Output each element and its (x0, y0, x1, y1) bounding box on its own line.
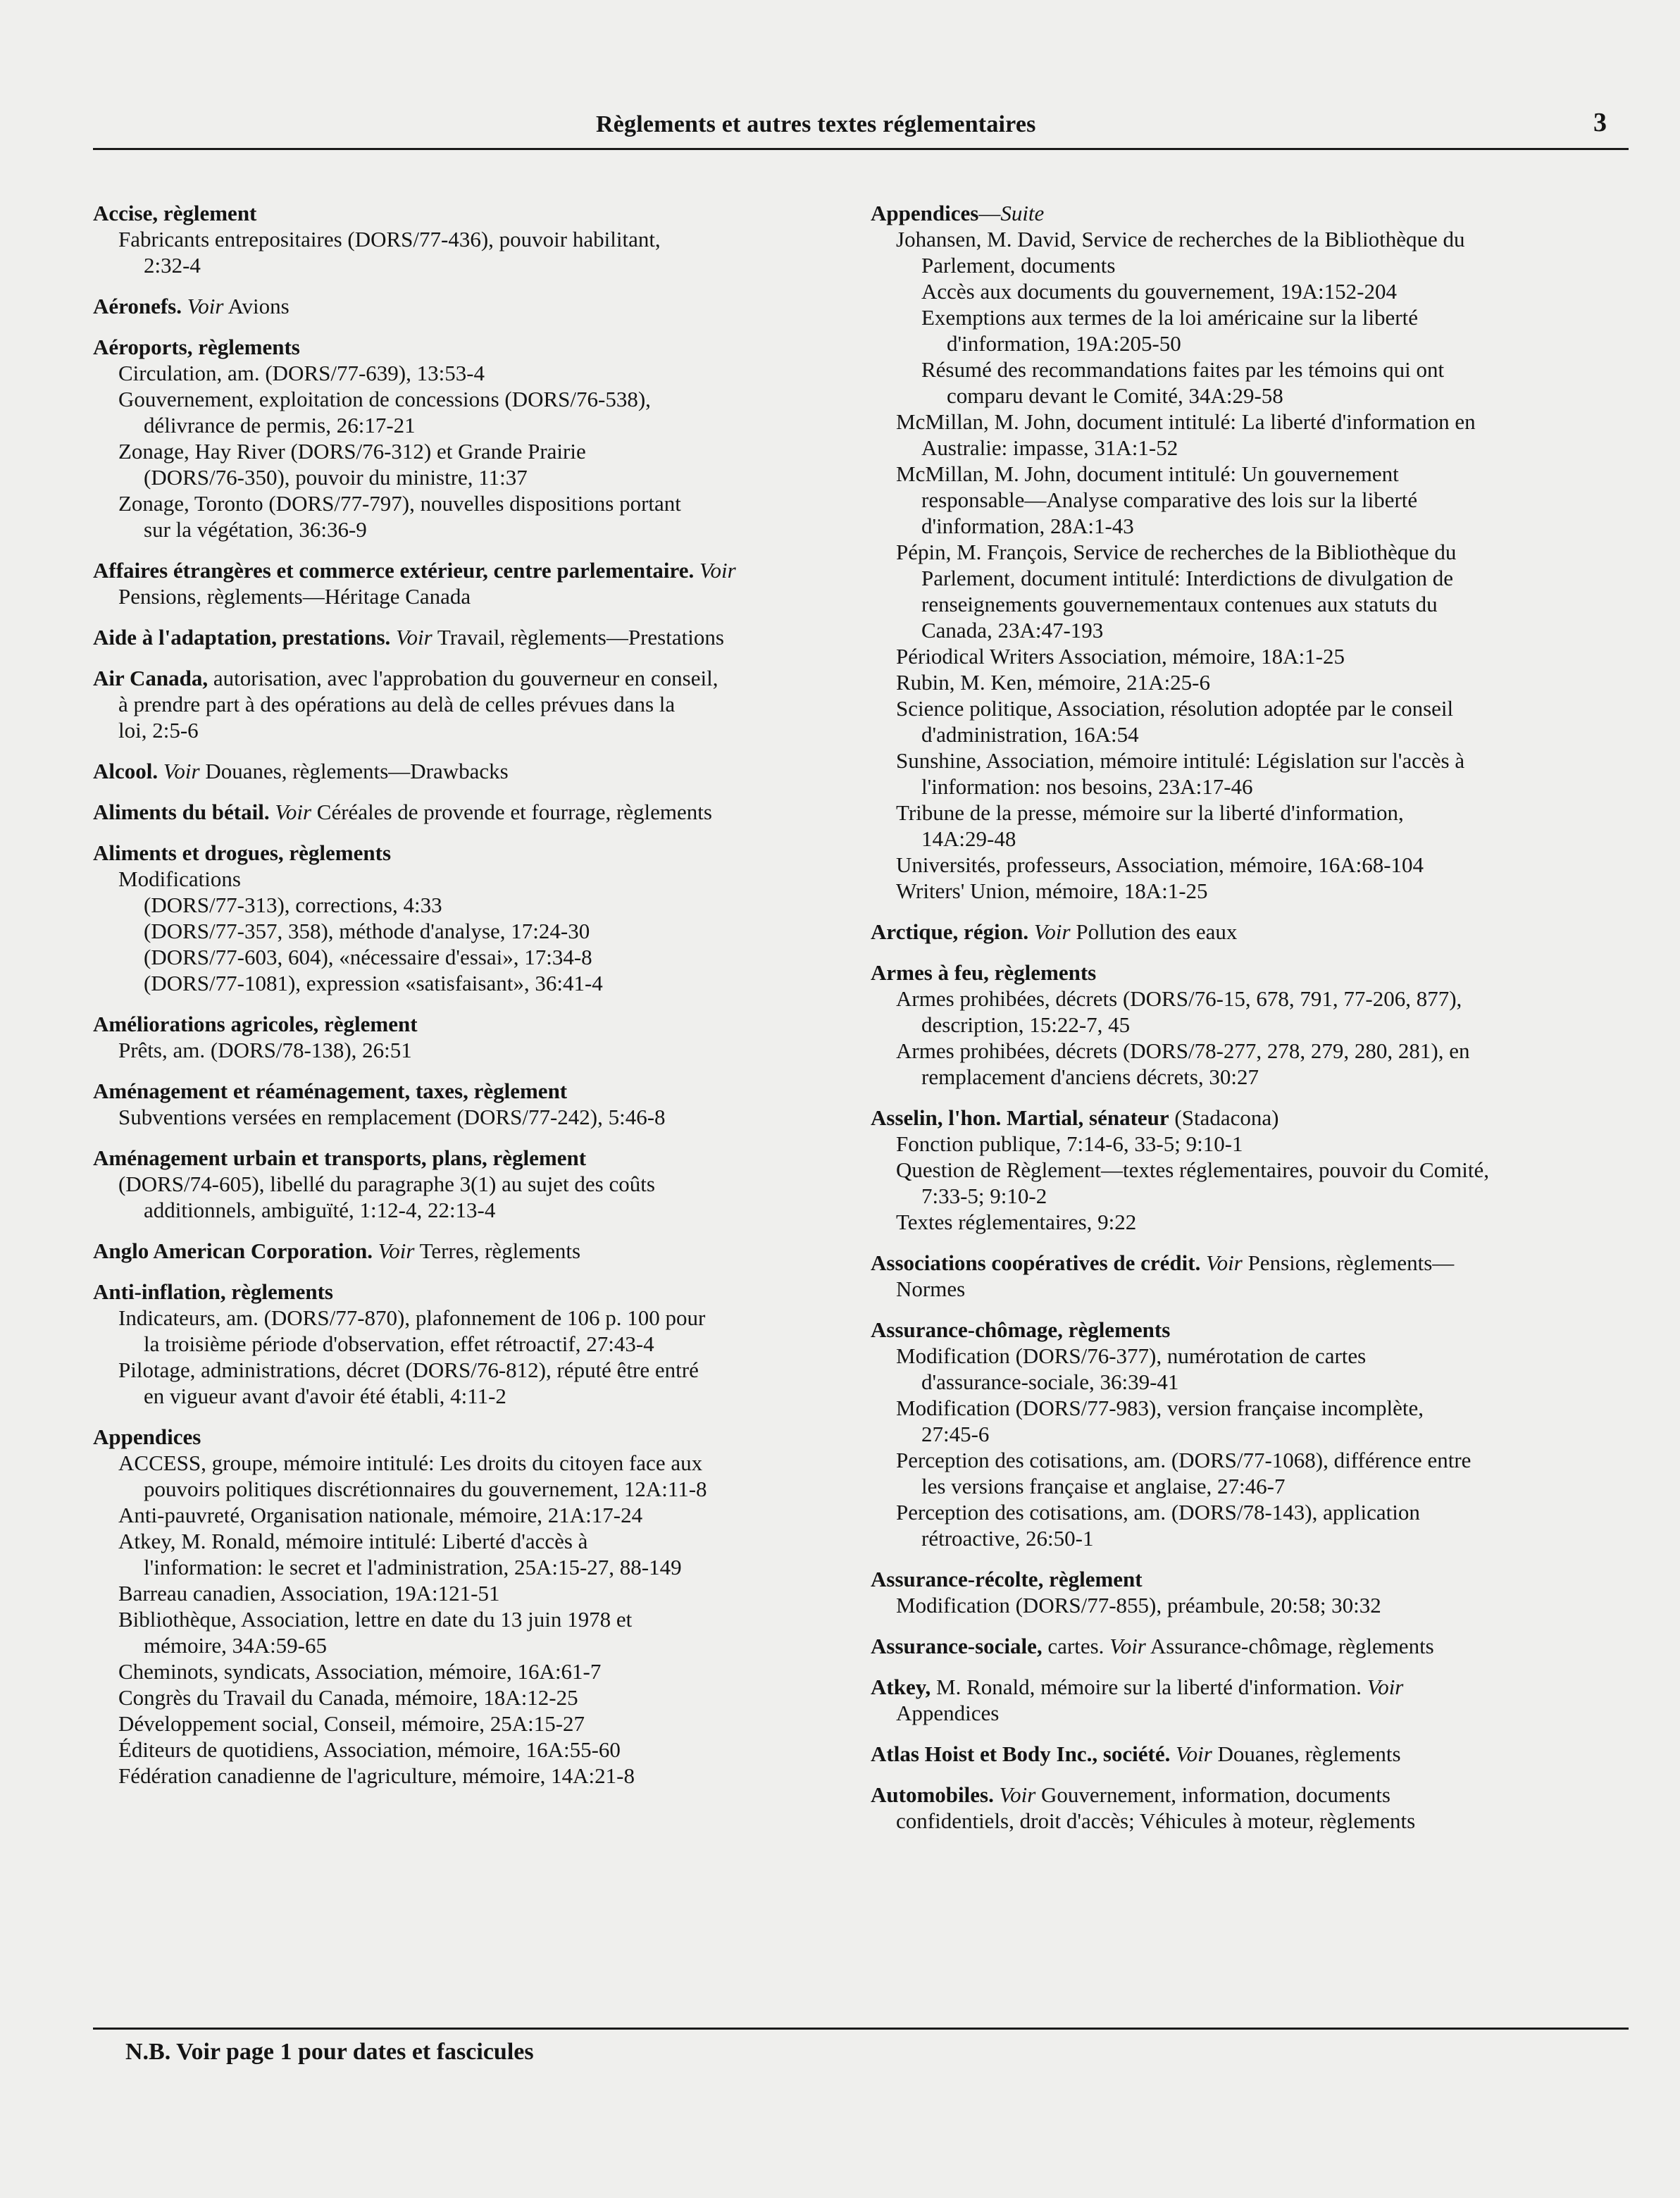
sub-entry: McMillan, M. John, document intitulé: La liberté d'information en (896, 409, 1476, 434)
sub-entry: la troisième période d'observation, effet rétroactif, 27:43-4 (144, 1331, 654, 1356)
heading-text: Douanes, règlements—Drawbacks (199, 759, 509, 783)
index-entry (871, 1741, 1638, 1767)
sub-entry: renseignements gouvernementaux contenues aux statuts du (921, 592, 1438, 616)
sub-sub-entry: (DORS/77-313), corrections, 4:33 (144, 893, 442, 917)
sub-entry: Pilotage, administrations, décret (DORS/76-812), réputé être entré (118, 1358, 699, 1382)
sub-entry: Barreau canadien, Association, 19A:121-51 (118, 1581, 500, 1606)
sub-entry: les versions française et anglaise, 27:46-7 (921, 1474, 1286, 1498)
sub-entry: Fédération canadienne de l'agriculture, mémoire, 14A:21-8 (118, 1763, 635, 1788)
sub-entry: Modifications (118, 867, 241, 891)
sub-sub-entry: (DORS/77-1081), expression «satisfaisant», 36:41-4 (144, 971, 603, 995)
sub-entry: 7:33-5; 9:10-2 (921, 1184, 1047, 1208)
heading-term: Atkey, (871, 1675, 931, 1699)
sub-entry: Parlement, document intitulé: Interdictions de divulgation de (921, 566, 1454, 590)
heading-term: Air Canada, (93, 666, 209, 690)
sub-entry: Textes réglementaires, 9:22 (896, 1210, 1137, 1234)
cross-reference-marker: Voir (999, 1782, 1036, 1807)
heading-text: Douanes, règlements (1212, 1741, 1401, 1766)
sub-entry: Congrès du Travail du Canada, mémoire, 18A:12-25 (118, 1685, 578, 1710)
sub-entry: Prêts, am. (DORS/78-138), 26:51 (118, 1038, 412, 1062)
entry-heading (93, 1424, 854, 1450)
sub-entry: Science politique, Association, résolution adoptée par le conseil (896, 696, 1454, 721)
entry-heading (93, 665, 854, 691)
index-entry (93, 758, 854, 784)
entry-heading (871, 200, 1638, 226)
cross-reference-marker: Voir (1109, 1634, 1146, 1658)
sub-entry: Anti-pauvreté, Organisation nationale, mémoire, 21A:17-24 (118, 1503, 643, 1527)
sub-sub-entry: Exemptions aux termes de la loi américaine sur la liberté (921, 305, 1418, 330)
sub-entry: Modification (DORS/76-377), numérotation de cartes (896, 1343, 1367, 1368)
sub-entry: Bibliothèque, Association, lettre en date du 13 juin 1978 et (118, 1607, 633, 1632)
sub-entry: l'information: le secret et l'administration, 25A:15-27, 88-149 (144, 1555, 682, 1579)
entry-heading (93, 200, 854, 226)
sub-entry: Indicateurs, am. (DORS/77-870), plafonnement de 106 p. 100 pour (118, 1305, 706, 1330)
sub-entry: Périodical Writers Association, mémoire, 18A:1-25 (896, 644, 1345, 669)
heading-term: Aliments du bétail. (93, 800, 275, 824)
bottom-rule (93, 2028, 1629, 2030)
sub-entry: délivrance de permis, 26:17-21 (144, 413, 416, 437)
sub-sub-entry: Accès aux documents du gouvernement, 19A:152-204 (921, 279, 1397, 304)
heading-term: Alcool. (93, 759, 163, 783)
heading-term: Aliments et drogues, règlements (93, 840, 392, 865)
sub-entry: d'information, 28A:1-43 (921, 514, 1134, 538)
heading-term: Arctique, région. (871, 919, 1034, 944)
entry-heading (93, 1078, 854, 1104)
index-entry (93, 840, 854, 996)
sub-entry: Question de Règlement—textes réglementaires, pouvoir du Comité, (896, 1157, 1489, 1182)
top-rule (93, 148, 1629, 150)
cross-reference-marker: Voir (699, 558, 736, 583)
index-entry (93, 200, 854, 278)
heading-continuation: Appendices (896, 1701, 1000, 1725)
sub-entry: responsable—Analyse comparative des lois sur la liberté (921, 488, 1418, 512)
sub-entry: ACCESS, groupe, mémoire intitulé: Les droits du citoyen face aux (118, 1451, 703, 1475)
sub-entry: Armes prohibées, décrets (DORS/78-277, 278, 279, 280, 281), en (896, 1038, 1470, 1063)
heading-term: Automobiles. (871, 1782, 1000, 1807)
index-entry (871, 1633, 1638, 1659)
sub-entry: Éditeurs de quotidiens, Association, mémoire, 16A:55-60 (118, 1737, 621, 1762)
sub-entry: 14A:29-48 (921, 826, 1016, 851)
entry-heading (871, 919, 1638, 945)
entry-heading (93, 840, 854, 866)
heading-continuation: Normes (896, 1277, 966, 1301)
sub-entry: additionnels, ambiguïté, 1:12-4, 22:13-4 (144, 1198, 496, 1222)
heading-term: Aménagement et réaménagement, taxes, règlement (93, 1079, 568, 1103)
heading-term: Anti-inflation, règlements (93, 1279, 333, 1304)
sub-entry: d'administration, 16A:54 (921, 722, 1139, 747)
heading-text: cartes. (1042, 1634, 1110, 1658)
sub-sub-entry: comparu devant le Comité, 34A:29-58 (947, 383, 1283, 408)
heading-continuation: loi, 2:5-6 (118, 718, 199, 743)
heading-term: Asselin, l'hon. Martial, sénateur (871, 1105, 1169, 1130)
entry-heading (871, 1782, 1638, 1808)
sub-entry: 27:45-6 (921, 1422, 990, 1446)
cross-reference-marker: Voir (163, 759, 200, 783)
sub-entry: Atkey, M. Ronald, mémoire intitulé: Liberté d'accès à (118, 1529, 588, 1553)
index-entry (93, 1424, 854, 1789)
index-entry (93, 1279, 854, 1409)
sub-entry: Cheminots, syndicats, Association, mémoire, 16A:61-7 (118, 1659, 602, 1684)
index-entry (93, 665, 854, 743)
entry-heading (871, 1674, 1638, 1700)
heading-term: Armes à feu, règlements (871, 960, 1097, 985)
heading-term: Anglo American Corporation. (93, 1238, 378, 1263)
sub-entry: mémoire, 34A:59-65 (144, 1633, 328, 1658)
entry-heading (871, 1633, 1638, 1659)
cross-reference-marker: Suite (1000, 201, 1045, 225)
sub-entry: Zonage, Hay River (DORS/76-312) et Grande Prairie (118, 439, 586, 464)
heading-term: Accise, règlement (93, 201, 257, 225)
sub-entry: Sunshine, Association, mémoire intitulé: Législation sur l'accès à (896, 748, 1465, 773)
heading-text: Terres, règlements (414, 1238, 581, 1263)
sub-entry: Fonction publique, 7:14-6, 33-5; 9:10-1 (896, 1131, 1243, 1156)
heading-text: — (978, 201, 1001, 225)
entry-heading (93, 1238, 854, 1264)
heading-term: Aéroports, règlements (93, 335, 300, 359)
sub-entry: Modification (DORS/77-855), préambule, 20:58; 30:32 (896, 1593, 1381, 1618)
cross-reference-marker: Voir (1176, 1741, 1212, 1766)
index-entry (871, 1674, 1638, 1726)
cross-reference-marker: Voir (1206, 1250, 1243, 1275)
entry-heading (871, 1317, 1638, 1343)
heading-text: Céréales de provende et fourrage, règlements (311, 800, 712, 824)
cross-reference-marker: Voir (378, 1238, 415, 1263)
heading-term: Assurance-récolte, règlement (871, 1567, 1143, 1591)
entry-heading (871, 1105, 1638, 1131)
entry-heading (93, 1011, 854, 1037)
heading-term: Aide à l'adaptation, prestations. (93, 625, 397, 650)
index-entry (871, 960, 1638, 1090)
sub-entry: Australie: impasse, 31A:1-52 (921, 435, 1178, 460)
index-entry (871, 1250, 1638, 1302)
right-index-column (871, 200, 1638, 1849)
sub-sub-entry: Résumé des recommandations faites par les témoins qui ont (921, 357, 1445, 382)
sub-entry: rétroactive, 26:50-1 (921, 1526, 1094, 1551)
sub-sub-entry: (DORS/77-357, 358), méthode d'analyse, 17:24-30 (144, 919, 590, 943)
entry-heading (871, 1741, 1638, 1767)
sub-entry: Rubin, M. Ken, mémoire, 21A:25-6 (896, 670, 1211, 695)
sub-entry: Tribune de la presse, mémoire sur la liberté d'information, (896, 800, 1404, 825)
sub-entry: Développement social, Conseil, mémoire, 25A:15-27 (118, 1711, 585, 1736)
index-entry (93, 1078, 854, 1130)
sub-sub-entry: d'information, 19A:205-50 (947, 331, 1181, 356)
entry-heading (93, 334, 854, 360)
sub-entry: d'assurance-sociale, 36:39-41 (921, 1370, 1179, 1394)
heading-term: Assurance-sociale, (871, 1634, 1043, 1658)
entry-heading (93, 1145, 854, 1171)
heading-term: Associations coopératives de crédit. (871, 1250, 1207, 1275)
heading-term: Aménagement urbain et transports, plans, règlement (93, 1145, 587, 1170)
heading-continuation: Pensions, règlements—Héritage Canada (118, 584, 471, 609)
index-entry (93, 1011, 854, 1063)
sub-entry: McMillan, M. John, document intitulé: Un gouvernement (896, 461, 1399, 486)
sub-entry: l'information: nos besoins, 23A:17-46 (921, 774, 1253, 799)
footnote: N.B. Voir page 1 pour dates et fascicules (125, 2039, 534, 2065)
heading-term: Appendices (871, 201, 979, 225)
index-entry (93, 557, 854, 609)
sub-entry: Subventions versées en remplacement (DORS/77-242), 5:46-8 (118, 1105, 666, 1129)
sub-entry: Modification (DORS/77-983), version française incomplète, (896, 1396, 1424, 1420)
heading-term: Affaires étrangères et commerce extérieur, centre parlementaire. (93, 558, 700, 583)
entry-heading (93, 758, 854, 784)
sub-entry: Canada, 23A:47-193 (921, 618, 1104, 642)
sub-entry: Armes prohibées, décrets (DORS/76-15, 678, 791, 77-206, 877), (896, 986, 1462, 1011)
cross-reference-marker: Voir (1033, 919, 1071, 944)
index-entry (871, 1317, 1638, 1551)
sub-entry: sur la végétation, 36:36-9 (144, 517, 367, 542)
heading-continuation: à prendre part à des opérations au delà de celles prévues dans la (118, 692, 676, 716)
heading-continuation: confidentiels, droit d'accès; Véhicules à moteur, règlements (896, 1808, 1416, 1833)
index-entry (93, 1238, 854, 1264)
index-entry (93, 334, 854, 542)
cross-reference-marker: Voir (275, 800, 312, 824)
sub-entry: Writers' Union, mémoire, 18A:1-25 (896, 878, 1208, 903)
sub-entry: 2:32-4 (144, 253, 201, 278)
sub-entry: Gouvernement, exploitation de concessions (DORS/76-538), (118, 387, 651, 411)
entry-heading (93, 293, 854, 319)
heading-text: Pollution des eaux (1070, 919, 1238, 944)
sub-entry: Parlement, documents (921, 253, 1116, 278)
index-entry (93, 1145, 854, 1223)
cross-reference-marker: Voir (1367, 1675, 1404, 1699)
sub-entry: Pépin, M. François, Service de recherches de la Bibliothèque du (896, 540, 1457, 564)
heading-text: Assurance-chômage, règlements (1145, 1634, 1434, 1658)
heading-text: autorisation, avec l'approbation du gouverneur en conseil, (208, 666, 718, 690)
sub-entry: Perception des cotisations, am. (DORS/78-143), application (896, 1500, 1420, 1525)
sub-entry: description, 15:22-7, 45 (921, 1012, 1131, 1037)
cross-reference-marker: Voir (396, 625, 433, 650)
index-entry (93, 799, 854, 825)
index-entry (871, 1782, 1638, 1834)
entry-heading (93, 624, 854, 650)
sub-entry: en vigueur avant d'avoir été établi, 4:11-2 (144, 1384, 506, 1408)
heading-term: Appendices (93, 1424, 201, 1449)
heading-term: Atlas Hoist et Body Inc., société. (871, 1741, 1176, 1766)
heading-term: Aéronefs. (93, 294, 187, 318)
heading-text: Avions (223, 294, 290, 318)
left-index-column (93, 200, 854, 1803)
sub-entry: remplacement d'anciens décrets, 30:27 (921, 1064, 1259, 1089)
heading-text: Travail, règlements—Prestations (432, 625, 724, 650)
heading-text: M. Ronald, mémoire sur la liberté d'information. (931, 1675, 1367, 1699)
heading-text: Gouvernement, information, documents (1035, 1782, 1390, 1807)
entry-heading (93, 1279, 854, 1305)
sub-sub-entry: (DORS/77-603, 604), «nécessaire d'essai», 17:34-8 (144, 945, 592, 969)
page-number: 3 (1593, 108, 1607, 137)
index-entry (871, 919, 1638, 945)
heading-term: Assurance-chômage, règlements (871, 1317, 1171, 1342)
index-entry (871, 1566, 1638, 1618)
sub-entry: Universités, professeurs, Association, mémoire, 16A:68-104 (896, 852, 1424, 877)
entry-heading (871, 1250, 1638, 1276)
heading-text: Pensions, règlements— (1242, 1250, 1455, 1275)
sub-entry: Circulation, am. (DORS/77-639), 13:53-4 (118, 361, 485, 385)
cross-reference-marker: Voir (187, 294, 224, 318)
entry-heading (93, 557, 854, 583)
index-entry (93, 624, 854, 650)
entry-heading (871, 1566, 1638, 1592)
sub-entry: (DORS/76-350), pouvoir du ministre, 11:37 (144, 465, 528, 490)
index-entry (871, 200, 1638, 904)
index-entry (871, 1105, 1638, 1235)
heading-term: Améliorations agricoles, règlement (93, 1012, 418, 1036)
sub-entry: Zonage, Toronto (DORS/77-797), nouvelles dispositions portant (118, 491, 681, 516)
sub-entry: Johansen, M. David, Service de recherches de la Bibliothèque du (896, 227, 1465, 252)
sub-entry: (DORS/74-605), libellé du paragraphe 3(1) au sujet des coûts (118, 1172, 655, 1196)
running-title: Règlements et autres textes réglementaires (596, 111, 1036, 137)
sub-entry: Fabricants entrepositaires (DORS/77-436), pouvoir habilitant, (118, 227, 661, 252)
index-entry (93, 293, 854, 319)
sub-entry: Perception des cotisations, am. (DORS/77-1068), différence entre (896, 1448, 1471, 1472)
sub-entry: pouvoirs politiques discrétionnaires du gouvernement, 12A:11-8 (144, 1477, 707, 1501)
heading-text: (Stadacona) (1169, 1105, 1279, 1130)
entry-heading (93, 799, 854, 825)
entry-heading (871, 960, 1638, 986)
